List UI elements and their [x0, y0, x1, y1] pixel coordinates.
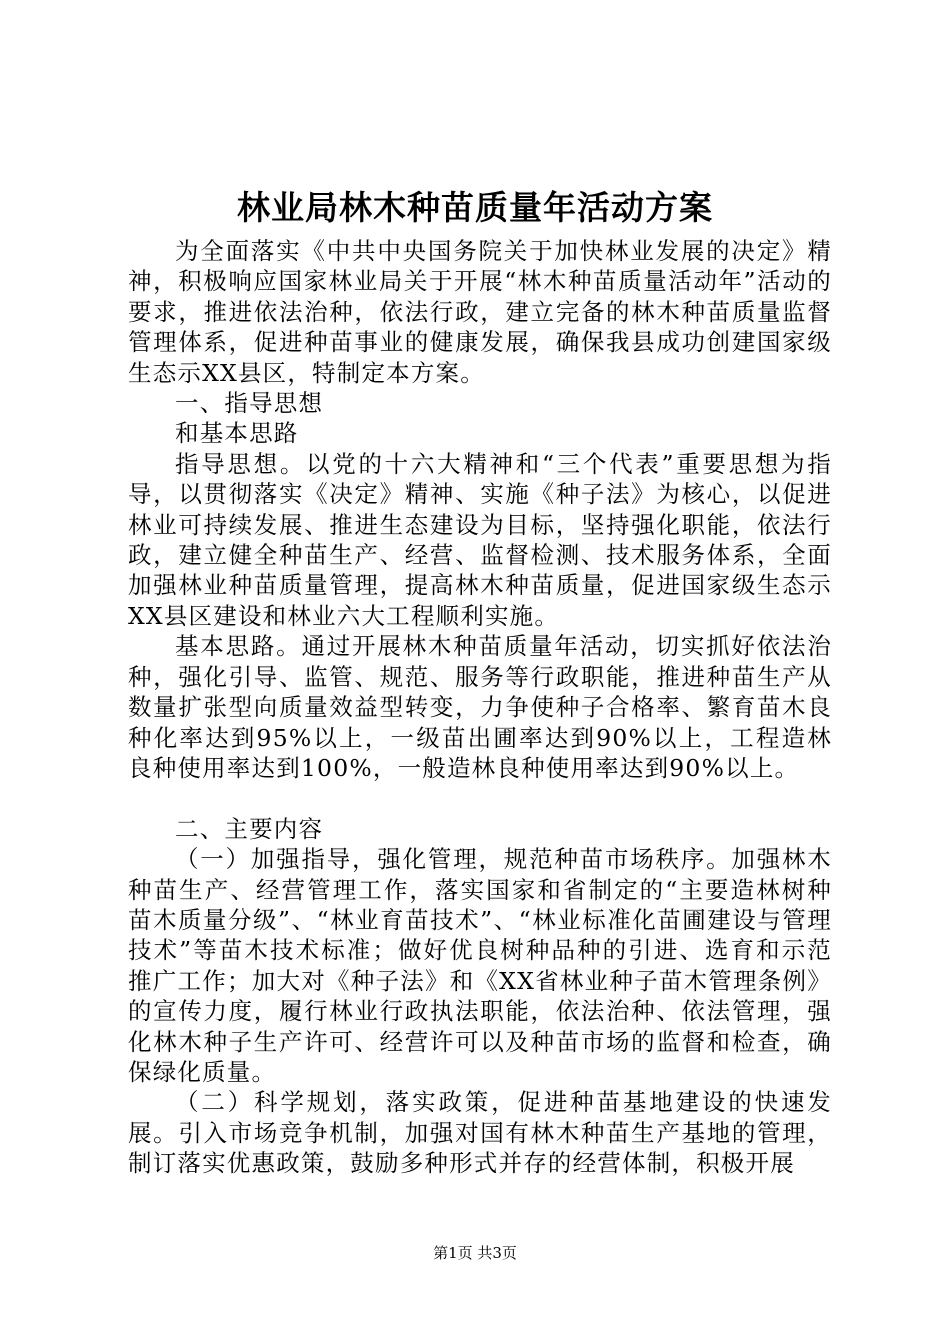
document-title: 林业局林木种苗质量年活动方案	[237, 188, 713, 227]
page-footer: 第1页 共3页	[433, 1244, 517, 1262]
paragraph-content-1: （一）加强指导，强化管理，规范种苗市场秩序。加强林木种苗生产、经营管理工作，落实国家和省制定的“主要造林树种苗木质量分级”、“林业育苗技术”、“林业标准化苗圃建设与管理技术”等苗木技术标准；做好优良树种品种的引进、选育和示范推广工作；加大对《种子法》和《XX省林业种子苗木管理条例》的宣传力度，履行林业行政执法职能，依法治种、依法管理，强化林木种子生产许可、经营许可以及种苗市场的监督和检查，确保绿化质量。	[128, 845, 832, 1086]
paragraph-basic-idea: 基本思路。通过开展林木种苗质量年活动，切实抓好依法治种，强化引导、监管、规范、服务等行政职能，推进种苗生产从数量扩张型向质量效益型转变，力争使种子合格率、繁育苗木良种化率达到95%以上，一级苗出圃率达到90%以上，工程造林良种使用率达到100%，一般造林良种使用率达到90%以上。	[128, 632, 832, 782]
paragraph-intro: 为全面落实《中共中央国务院关于加快林业发展的决定》精神，积极响应国家林业局关于开展“林木种苗质量活动年”活动的要求，推进依法治种，依法行政，建立完备的林木种苗质量监督管理体系，促进种苗事业的健康发展，确保我县成功创建国家级生态示XX县区，特制定本方案。	[128, 237, 832, 387]
section-heading-basic-idea: 和基本思路	[175, 419, 299, 448]
section-heading-main-content: 二、主要内容	[175, 814, 324, 843]
paragraph-guiding-thought: 指导思想。以党的十六大精神和“三个代表”重要思想为指导，以贯彻落实《决定》精神、实施《种子法》为核心，以促进林业可持续发展、推进生态建设为目标，坚持强化职能，依法行政，建立健全种苗生产、经营、监督检测、技术服务体系，全面加强林业种苗质量管理，提高林木种苗质量，促进国家级生态示XX县区建设和林业六大工程顺利实施。	[128, 449, 832, 630]
section-heading-guiding-thought: 一、指导思想	[175, 389, 324, 418]
document-body	[128, 236, 832, 1179]
paragraph-content-2: （二）科学规划，落实政策，促进种苗基地建设的快速发展。引入市场竞争机制，加强对国有林木种苗生产基地的管理，制订落实优惠政策，鼓励多种形式并存的经营体制，积极开展	[128, 1088, 832, 1178]
